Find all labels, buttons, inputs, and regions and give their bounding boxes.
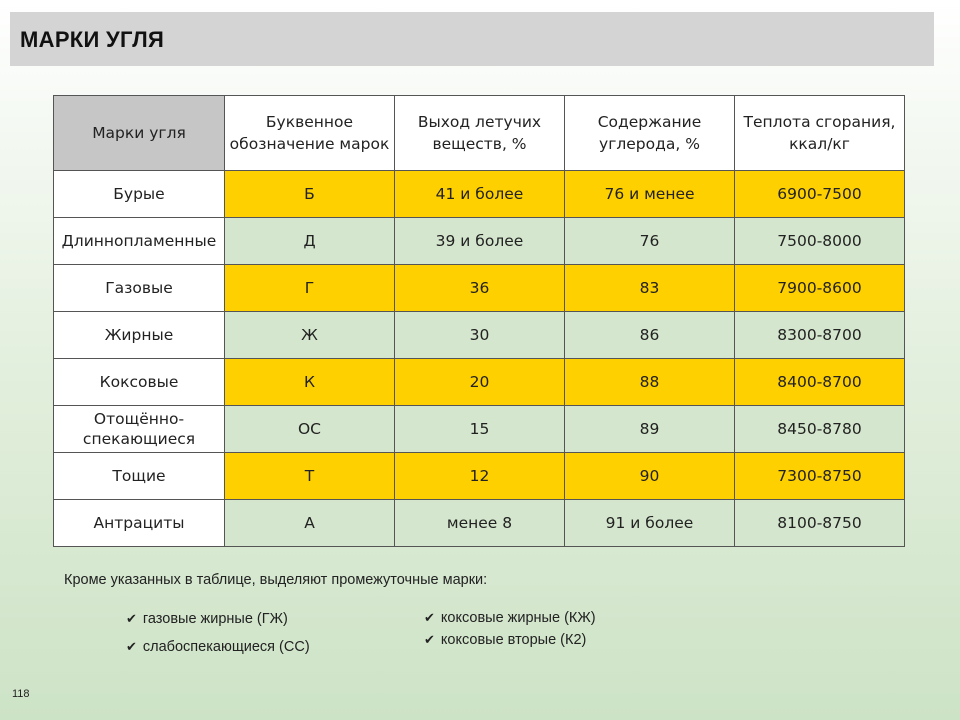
cell-volatiles: 41 и более xyxy=(395,171,565,218)
cell-heat: 8400-8700 xyxy=(735,359,905,406)
cell-heat: 7900-8600 xyxy=(735,265,905,312)
checkmark-icon: ✔ xyxy=(424,633,435,648)
cell-grade-name: Бурые xyxy=(54,171,225,218)
cell-grade-name: Газовые xyxy=(54,265,225,312)
table-row xyxy=(54,500,905,547)
intermediate-grades-note: Кроме указанных в таблице, выделяют промежуточные марки: xyxy=(64,572,488,588)
table-row xyxy=(54,312,905,359)
header-heat: Теплота сгорания, ккал/кг xyxy=(735,96,905,171)
table-row xyxy=(54,218,905,265)
cell-code: А xyxy=(225,500,395,547)
cell-code: Т xyxy=(225,453,395,500)
cell-volatiles: 15 xyxy=(395,406,565,453)
cell-code: Г xyxy=(225,265,395,312)
cell-heat: 8450-8780 xyxy=(735,406,905,453)
cell-carbon: 76 и менее xyxy=(565,171,735,218)
cell-heat: 8300-8700 xyxy=(735,312,905,359)
checkmark-icon: ✔ xyxy=(424,611,435,626)
cell-code: К xyxy=(225,359,395,406)
cell-grade-name: Жирные xyxy=(54,312,225,359)
cell-code: Д xyxy=(225,218,395,265)
cell-heat: 7500-8000 xyxy=(735,218,905,265)
cell-grade-name: Коксовые xyxy=(54,359,225,406)
bullet-list-left xyxy=(126,608,310,658)
header-volatiles: Выход летучих веществ, % xyxy=(395,96,565,171)
cell-carbon: 86 xyxy=(565,312,735,359)
checkmark-icon: ✔ xyxy=(126,640,137,655)
header-grade: Марки угля xyxy=(54,96,225,171)
list-item: ✔ газовые жирные (ГЖ) xyxy=(126,611,288,627)
cell-heat: 7300-8750 xyxy=(735,453,905,500)
table-row xyxy=(54,359,905,406)
header-carbon: Содержание углерода, % xyxy=(565,96,735,171)
table-row xyxy=(54,453,905,500)
cell-carbon: 91 и более xyxy=(565,500,735,547)
list-item: ✔ слабоспекающиеся (СС) xyxy=(126,639,310,655)
cell-carbon: 89 xyxy=(565,406,735,453)
page-title: МАРКИ УГЛЯ xyxy=(20,27,165,52)
title-bar xyxy=(10,12,934,66)
coal-grades-table xyxy=(53,95,905,547)
header-code: Буквенное обозначение марок xyxy=(225,96,395,171)
table-row xyxy=(54,265,905,312)
cell-volatiles: 12 xyxy=(395,453,565,500)
cell-code: Б xyxy=(225,171,395,218)
cell-volatiles: 36 xyxy=(395,265,565,312)
bullet-list-right xyxy=(424,607,596,651)
cell-carbon: 88 xyxy=(565,359,735,406)
list-item: ✔ коксовые жирные (КЖ) xyxy=(424,610,596,626)
cell-code: Ж xyxy=(225,312,395,359)
cell-heat: 8100-8750 xyxy=(735,500,905,547)
table-row xyxy=(54,406,905,453)
cell-volatiles: 39 и более xyxy=(395,218,565,265)
cell-heat: 6900-7500 xyxy=(735,171,905,218)
checkmark-icon: ✔ xyxy=(126,612,137,627)
table-row xyxy=(54,171,905,218)
cell-carbon: 76 xyxy=(565,218,735,265)
cell-grade-name: Отощённо-спекающиеся xyxy=(54,406,225,453)
page-number: 118 xyxy=(12,688,30,700)
cell-code: ОС xyxy=(225,406,395,453)
cell-volatiles: 20 xyxy=(395,359,565,406)
cell-volatiles: менее 8 xyxy=(395,500,565,547)
cell-grade-name: Антрациты xyxy=(54,500,225,547)
cell-grade-name: Тощие xyxy=(54,453,225,500)
cell-grade-name: Длиннопламенные xyxy=(54,218,225,265)
table-header-row xyxy=(54,96,905,171)
cell-carbon: 83 xyxy=(565,265,735,312)
list-item: ✔ коксовые вторые (К2) xyxy=(424,632,587,648)
cell-volatiles: 30 xyxy=(395,312,565,359)
cell-carbon: 90 xyxy=(565,453,735,500)
